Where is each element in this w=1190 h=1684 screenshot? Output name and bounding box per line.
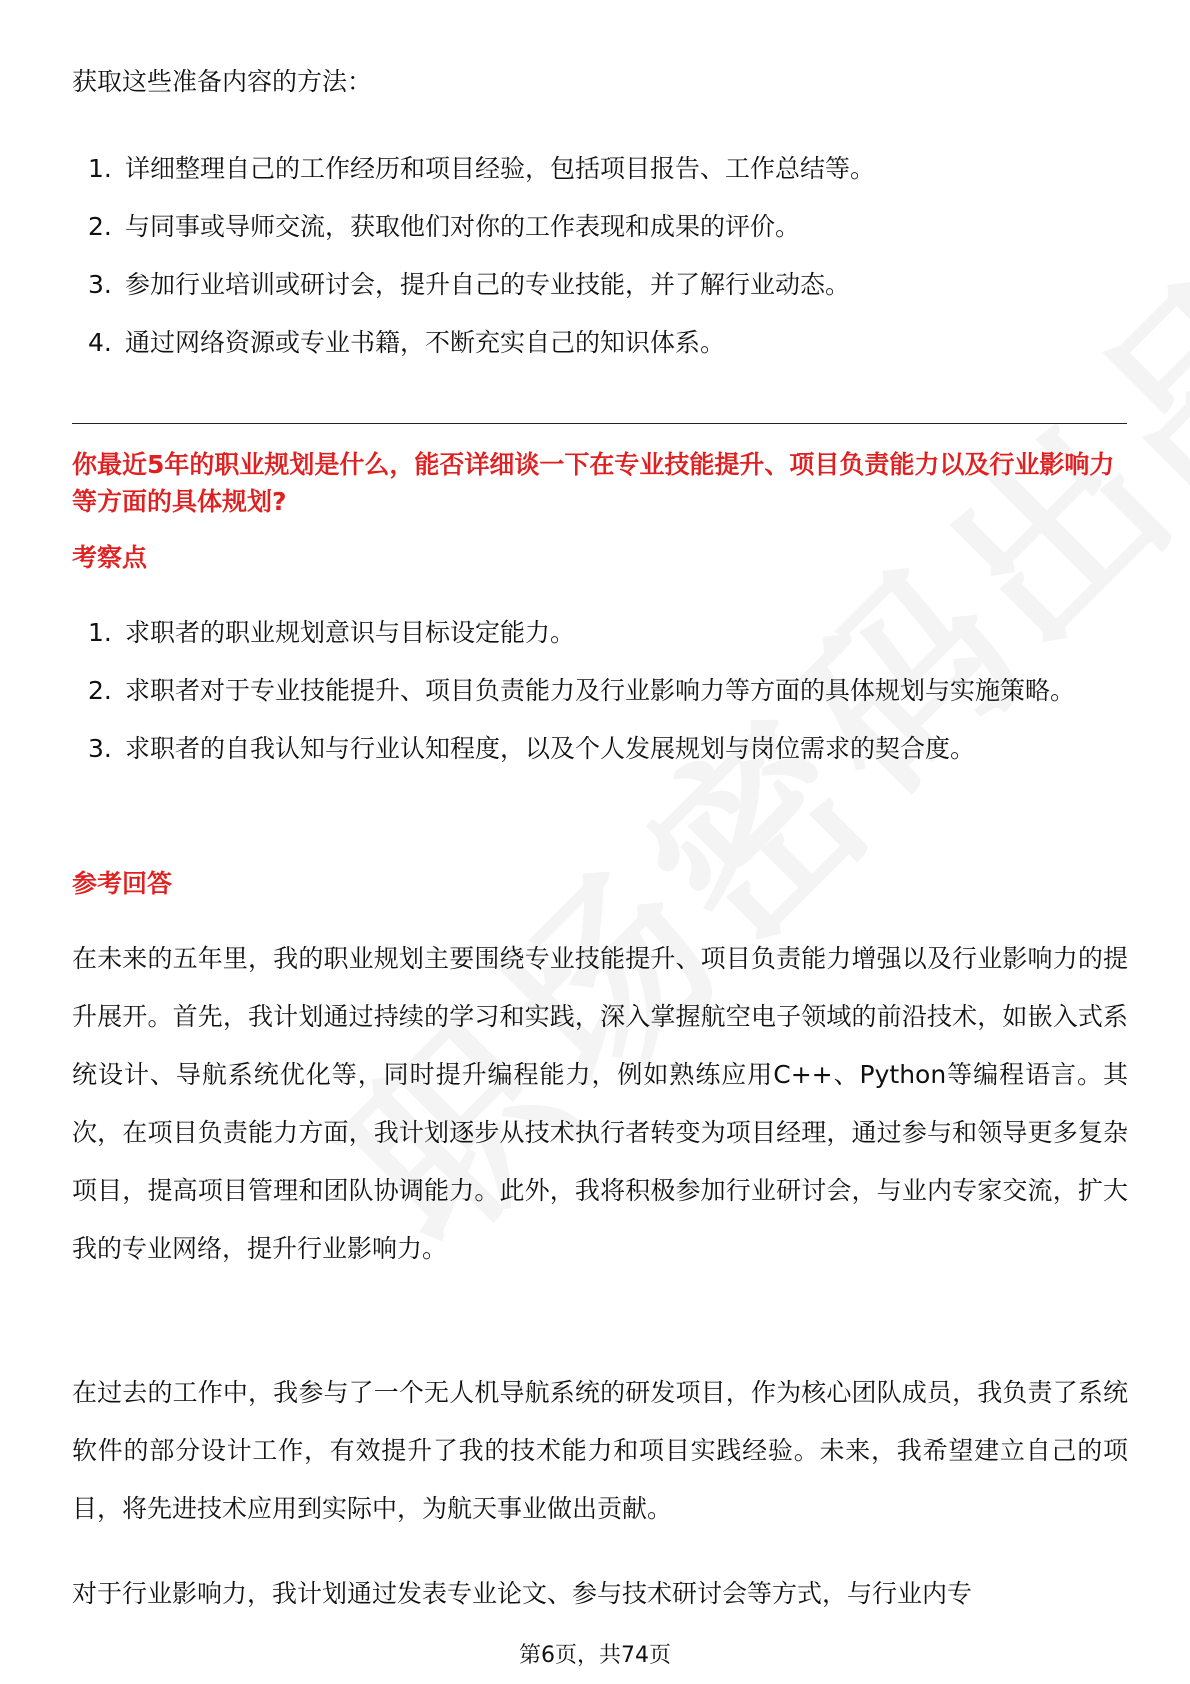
answer-paragraph: 在过去的工作中，我参与了一个无人机导航系统的研发项目，作为核心团队成员，我负责了系统软件的部分设计工作，有效提升了我的技术能力和项目实践经验。未来，我希望建立自己的项目，将先进技术应用到实际中，为航天事业做出贡献。 [72, 1378, 1128, 1523]
answer-heading: 参考回答 [72, 869, 173, 898]
answer-paragraph: 在未来的五年里，我的职业规划主要围绕专业技能提升、项目负责能力增强以及行业影响力的提升展开。首先，我计划通过持续的学习和实践，深入掌握航空电子领域的前沿技术，如嵌入式系统设计、导航系统优化等，同时提升编程能力，例如熟练应用C++、Python等编程语言。其次，在项目负责能力方面，我计划逐步从技术执行者转变为项目经理，通过参与和领导更多复杂项目，提高项目管理和团队协调能力。此外，我将积极参加行业研讨会，与业内专家交流，扩大我的专业网络，提升行业影响力。 [72, 944, 1128, 1263]
list-item: 1. 详细整理自己的工作经历和项目经验，包括项目报告、工作总结等。 [88, 154, 876, 183]
list-item: 3. 参加行业培训或研讨会，提升自己的专业技能，并了解行业动态。 [88, 270, 851, 299]
list-item: 1. 求职者的职业规划意识与目标设定能力。 [88, 618, 576, 647]
list-item: 2. 求职者对于专业技能提升、项目负责能力及行业影响力等方面的具体规划与实施策略。 [88, 676, 1076, 705]
list-item: 2. 与同事或导师交流，获取他们对你的工作表现和成果的评价。 [88, 212, 801, 241]
methods-list [72, 140, 1132, 372]
interview-question: 你最近5年的职业规划是什么，能否详细谈一下在专业技能提升、项目负责能力以及行业影响力等方面的具体规划? [72, 450, 1115, 516]
focus-heading: 考察点 [72, 543, 148, 572]
section-divider [72, 423, 1127, 424]
answer-paragraph: 对于行业影响力，我计划通过发表专业论文、参与技术研讨会等方式，与行业内专 [72, 1579, 973, 1608]
focus-points-list [72, 604, 1132, 778]
list-item: 4. 通过网络资源或专业书籍，不断充实自己的知识体系。 [88, 328, 726, 357]
list-item: 3. 求职者的自我认知与行业认知程度，以及个人发展规划与岗位需求的契合度。 [88, 734, 976, 763]
methods-intro: 获取这些准备内容的方法： [72, 67, 373, 96]
page-footer: 第6页，共74页 [519, 1643, 671, 1668]
